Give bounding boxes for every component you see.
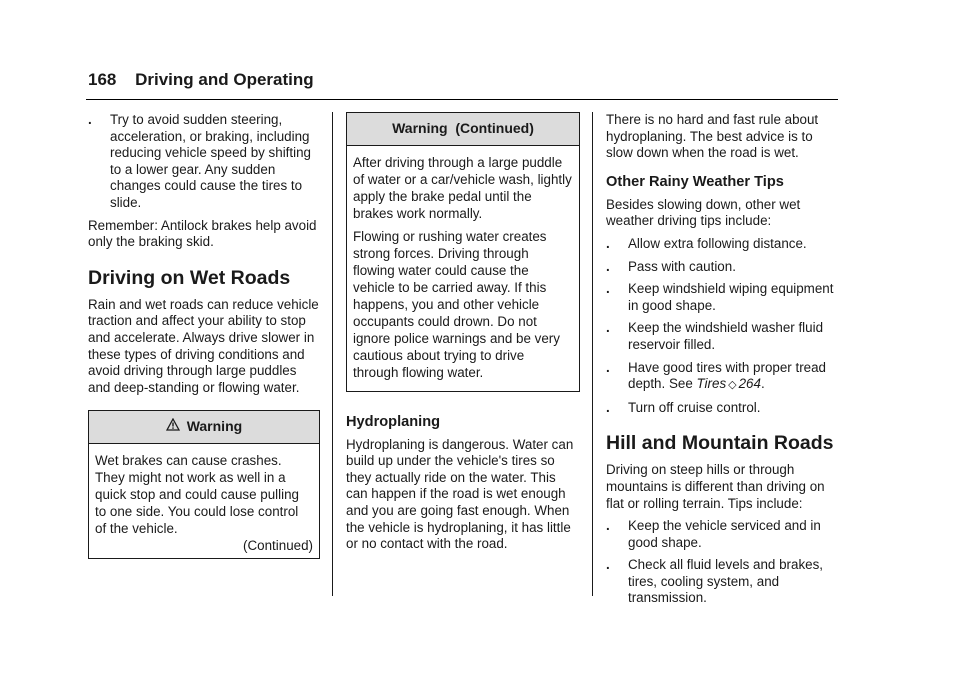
header-rule	[86, 99, 838, 100]
paragraph: Rain and wet roads can reduce vehicle traction and affect your ability to stop and accelerate. Always drive slower in these types of driving conditions and avoid driving through large puddles and deep-standing or flowing water.	[88, 296, 319, 395]
bullet: .	[88, 112, 92, 127]
list-item: . Keep windshield wiping equipment in good shape.	[606, 281, 834, 313]
list-item: . Keep the vehicle serviced and in good shape.	[606, 518, 821, 550]
paragraph: Hydroplaning is dangerous. Water can build up under the vehicle's tires so they actually ride on the water. This can happen if the road is wet enough and you are going fast enough. When the vehicle is hydroplaning, it has little or no contact with the road.	[346, 436, 574, 552]
page-ref-icon: ◇	[728, 379, 737, 392]
list-item: . Try to avoid sudden steering, acceleration, or braking, including reducing vehicle speed by shifting to a lower gear. Any sudden changes could cause the tires to slide.	[88, 112, 311, 210]
page-number: 168	[88, 70, 117, 89]
paragraph: Driving on steep hills or through mountains is different than driving on flat or rolling terrain. Tips include:	[606, 462, 825, 511]
warning-box-continued	[346, 112, 580, 392]
column-3	[606, 112, 842, 613]
list-item: . Pass with caution.	[606, 258, 736, 274]
warning-text: Wet brakes can cause crashes. They might not work as well in a quick stop and could cause pulling to one side. You could lose control of the vehicle.	[95, 452, 299, 536]
warning-text: After driving through a large puddle of water or a car/vehicle wash, lightly apply the brake pedal until the brakes work normally.	[353, 154, 572, 221]
column-divider	[332, 112, 333, 596]
list-item: . Turn off cruise control.	[606, 399, 761, 415]
list-item: . Have good tires with proper tread depth. See Tires ◇ 264.	[606, 360, 842, 394]
column-divider	[592, 112, 593, 596]
subsection-heading: Hydroplaning	[346, 413, 441, 430]
section-heading: Hill and Mountain Roads	[606, 432, 834, 455]
page-header	[88, 70, 314, 90]
column-2	[346, 112, 580, 559]
list-item: . Allow extra following distance.	[606, 235, 807, 251]
warning-header: Warning	[89, 411, 319, 444]
warning-box	[88, 410, 320, 559]
warning-header: Warning (Continued)	[347, 113, 579, 146]
tires-link[interactable]: Tires	[696, 376, 727, 392]
warning-triangle-icon	[166, 418, 180, 435]
list-item: . Check all fluid levels and brakes, tires, cooling system, and transmission.	[606, 557, 824, 606]
paragraph: There is no hard and fast rule about hydroplaning. The best advice is to slow down when the road is wet.	[606, 112, 819, 161]
column-1	[88, 112, 320, 569]
paragraph: Remember: Antilock brakes help avoid only the braking skid.	[88, 217, 317, 250]
section-title: Driving and Operating	[135, 70, 314, 89]
subsection-heading: Other Rainy Weather Tips	[606, 173, 784, 190]
warning-text: Flowing or rushing water creates strong forces. Driving through flowing water could cause the vehicle to be carried away. If this happens, you and other vehicle occupants could drown. Do not ignore police warnings and be very cautious about trying to drive through flowing water.	[353, 228, 560, 380]
continued-label: (Continued)	[243, 537, 313, 553]
section-heading: Driving on Wet Roads	[88, 266, 291, 289]
list-item: . Keep the windshield washer fluid reservoir filled.	[606, 320, 824, 352]
page-ref[interactable]: 264	[738, 376, 761, 392]
paragraph: Besides slowing down, other wet weather driving tips include:	[606, 196, 801, 229]
